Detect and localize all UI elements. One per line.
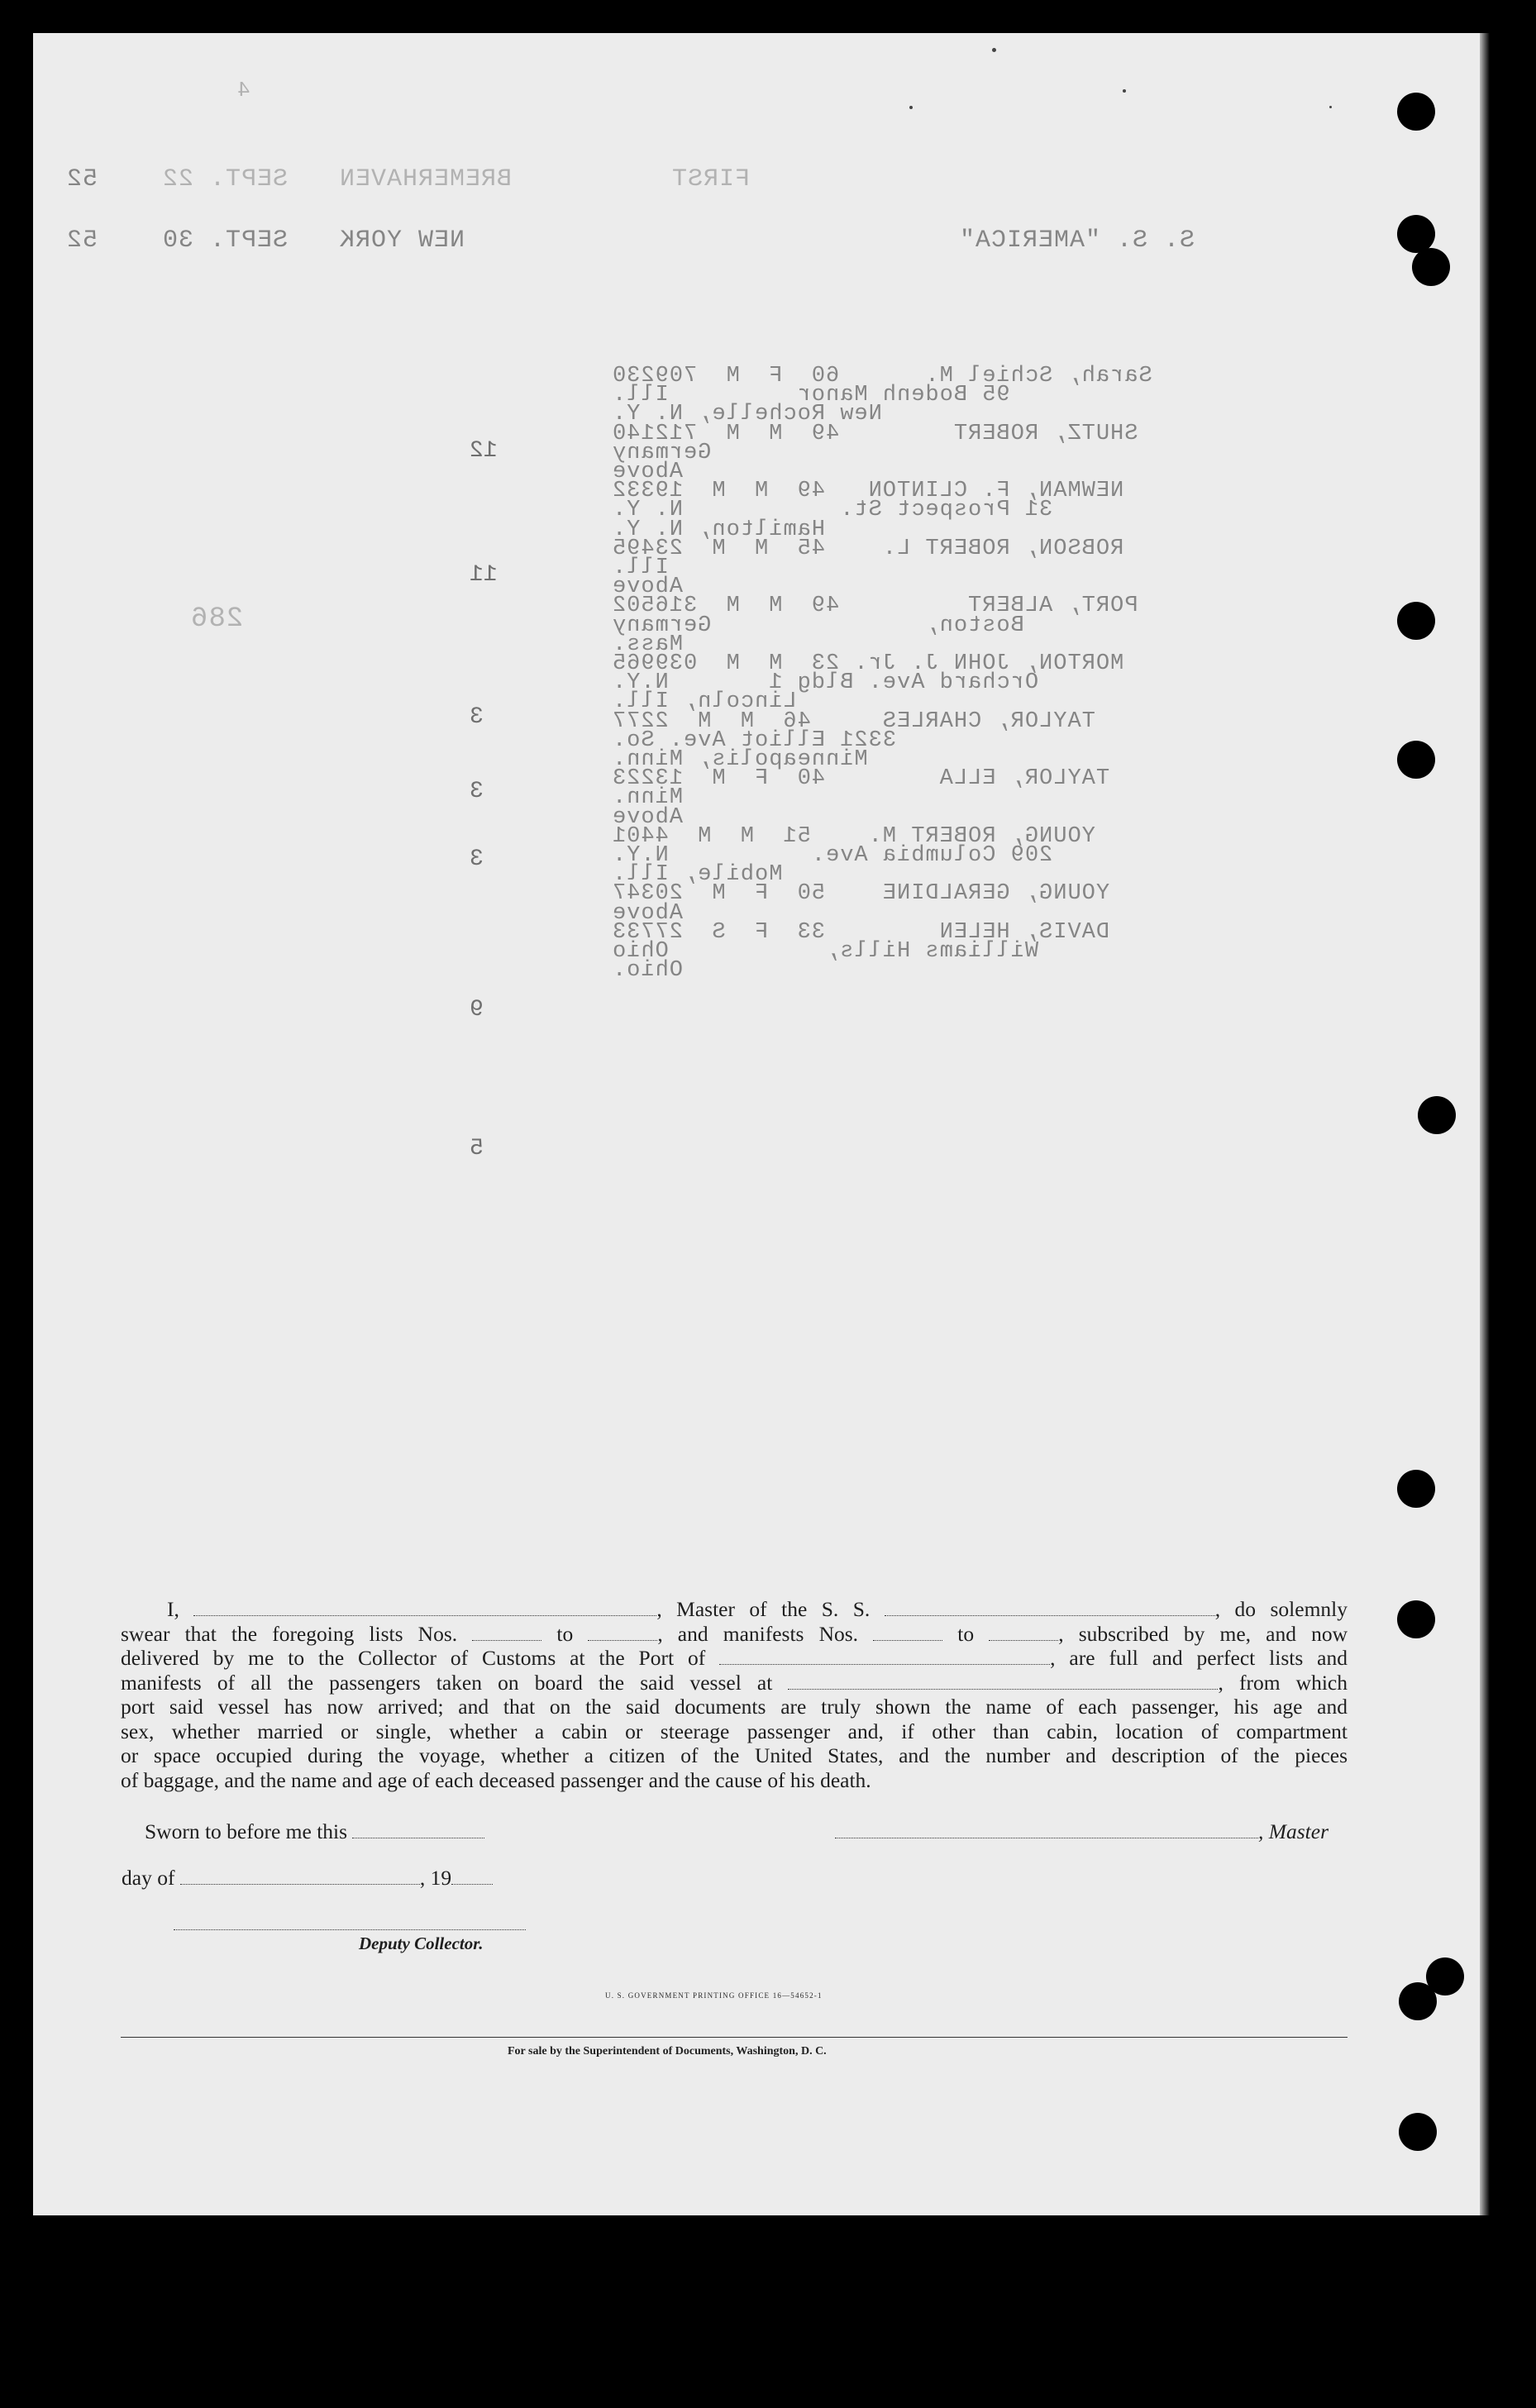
bleed-entry-line: Above — [612, 460, 740, 484]
sworn-date-blank[interactable] — [352, 1823, 484, 1838]
day-line — [122, 1866, 493, 1891]
sworn-line — [145, 1819, 484, 1844]
punch-hole — [1397, 93, 1435, 131]
line-number: 11 — [470, 562, 498, 588]
master-signature-line — [835, 1819, 1328, 1844]
sale-line: For sale by the Superintendent of Documents, Washington, D. C. — [508, 2045, 827, 2058]
speck — [1329, 106, 1332, 108]
line-number: 12 — [470, 438, 498, 464]
bleed-entry-line: Ohio. — [612, 958, 740, 984]
header-port: NEW YORK — [339, 226, 465, 255]
speck — [1123, 89, 1126, 93]
sworn-label: Sworn to before me this — [145, 1819, 348, 1843]
bleed-entry-line: TAYLOR, ELLA 40 F M 13223 — [612, 766, 1110, 792]
punch-hole — [1397, 1470, 1435, 1508]
oath-paragraph — [121, 1597, 1348, 1792]
printer-line: U. S. GOVERNMENT PRINTING OFFICE 16—54652-1 — [605, 1991, 823, 2000]
bleed-entry-line: 31 Prospect St. N. Y. — [612, 498, 1110, 523]
punch-hole — [1399, 2113, 1437, 2151]
bleed-entry-line: YOUNG, ROBERT M. 51 M M 4401 — [612, 823, 1095, 849]
header-num: 52 — [66, 165, 98, 193]
year-blank[interactable] — [451, 1869, 493, 1885]
bleed-entry-line: Lincoln, Ill. — [612, 689, 854, 715]
bleed-entry-line: Above — [612, 900, 740, 926]
line-number: 3 — [470, 779, 484, 804]
master-signature-blank[interactable] — [835, 1823, 1258, 1838]
page-edge-shadow — [1480, 33, 1490, 2215]
bleed-entry-line: Mass. — [612, 632, 740, 657]
bleed-entry-line: Williams Hills, Ohio — [612, 939, 1095, 964]
punch-hole — [1397, 602, 1435, 640]
oath-line — [121, 1768, 1348, 1793]
fill-in-blank[interactable] — [193, 1600, 656, 1616]
punch-hole — [1397, 1600, 1435, 1638]
bleed-entry-line: PORT, ALBERT 49 M M 316502 — [612, 594, 1138, 619]
oath-text: delivered by me to the Collector of Customs at the Port of — [121, 1646, 720, 1670]
header-date: SEPT. 30 — [162, 226, 289, 255]
punch-hole — [1397, 741, 1435, 779]
bleed-entry-line: Above — [612, 804, 740, 830]
oath-text: , and manifests Nos. — [657, 1621, 874, 1646]
speck — [909, 106, 913, 109]
bleed-entry-line: TAYLOR, CHARLES 46 M M 2277 — [612, 708, 1095, 734]
oath-text: I, — [167, 1597, 194, 1621]
bleed-entry-line: 209 Columbia Ave. N.Y. — [612, 843, 1110, 868]
faint-stamp: 286 — [190, 603, 244, 635]
day-blank[interactable] — [180, 1869, 420, 1885]
punch-hole — [1418, 1096, 1456, 1134]
header-class: FIRST — [671, 165, 751, 193]
year-label: , 19 — [419, 1866, 452, 1890]
bleed-entry-line: Minneapolis, Minn. — [612, 747, 925, 772]
master-label: , Master — [1258, 1819, 1328, 1843]
bleed-entry-line: Germany — [612, 440, 769, 465]
oath-line — [121, 1622, 1348, 1647]
oath-text: swear that the foregoing lists Nos. — [121, 1621, 473, 1646]
oath-text: to — [942, 1621, 990, 1646]
bleed-entry-line: Orchard Ave. Bldg 1 N.Y. — [612, 670, 1095, 696]
bleed-entry-line: Mobile, Ill. — [612, 862, 840, 888]
oath-text: port said vessel has now arrived; and that on the said documents are truly shown the name of each passenger, his age and — [121, 1695, 1348, 1719]
bleed-entry-line: YOUNG, GERALDINE 50 F M 20347 — [612, 881, 1110, 907]
header-ship: S. S. "AMERICA" — [959, 226, 1195, 255]
oath-text: , are full and perfect lists and — [1050, 1646, 1348, 1670]
punch-hole — [1412, 248, 1450, 286]
line-number: 5 — [470, 1136, 484, 1161]
oath-line — [121, 1646, 1348, 1671]
bleed-entry-line: 95 Bodenh Manor Ill. — [612, 383, 1067, 408]
oath-text: to — [541, 1621, 589, 1646]
bleed-entry-line: ROBSON, ROBERT L. 45 M M 23495 — [612, 536, 1124, 561]
fill-in-blank[interactable] — [472, 1625, 541, 1641]
oath-line — [121, 1597, 1348, 1622]
day-label: day of — [122, 1866, 175, 1890]
fill-in-blank[interactable] — [885, 1600, 1215, 1616]
bleed-entry-line: MORTON, JOHN J. Jr. 23 M M 039965 — [612, 651, 1124, 676]
oath-line — [121, 1695, 1348, 1719]
deputy-signature-rule[interactable] — [174, 1929, 526, 1930]
line-number: 3 — [470, 704, 484, 730]
bleed-entry-line: Minn. — [612, 785, 740, 811]
oath-text: , do solemnly — [1214, 1597, 1348, 1621]
header-port: BREMERHAVEN — [339, 165, 513, 193]
oath-text: of baggage, and the name and age of each deceased passenger and the cause of his death. — [121, 1767, 871, 1792]
line-number: 9 — [470, 997, 484, 1023]
fill-in-blank[interactable] — [873, 1625, 942, 1641]
bleed-entry-line: Ill. — [612, 556, 726, 580]
bleed-entry-line: DAVIS, HELEN 33 F S 27733 — [612, 919, 1110, 945]
page-number: 4 — [236, 78, 250, 103]
bleed-entry-line: New Rochelle, N. Y. — [612, 402, 939, 427]
line-number: 3 — [470, 846, 484, 872]
fill-in-blank[interactable] — [719, 1649, 1050, 1665]
oath-text: or space occupied during the voyage, whether a citizen of the United States, and the number and description of the pieces — [121, 1743, 1348, 1767]
oath-text: , subscribed by me, and now — [1058, 1621, 1348, 1646]
oath-text: sex, whether married or single, whether a cabin or steerage passenger and, if other than cabin, location of compartment — [121, 1719, 1348, 1743]
bleed-entry-line: SHUTZ, ROBERT 49 M M 712140 — [612, 421, 1138, 446]
bleed-entry-line: Above — [612, 575, 740, 600]
bleed-entry-line: Boston, Germany — [612, 613, 1081, 638]
fill-in-blank[interactable] — [788, 1674, 1218, 1690]
header-date: SEPT. 22 — [162, 165, 289, 193]
deputy-collector-label: Deputy Collector. — [359, 1934, 484, 1953]
oath-line — [121, 1719, 1348, 1744]
speck — [992, 48, 996, 52]
oath-line — [121, 1671, 1348, 1695]
header-num: 52 — [66, 226, 98, 255]
punch-hole — [1399, 1982, 1437, 2020]
footer-rule — [121, 2037, 1348, 2038]
fill-in-blank[interactable] — [989, 1625, 1058, 1641]
bleed-entry-line: 3321 Elliot Ave. So. — [612, 727, 953, 753]
oath-text: manifests of all the passengers taken on board the said vessel at — [121, 1670, 789, 1695]
fill-in-blank[interactable] — [588, 1625, 657, 1641]
bleed-entry-line: Sarah, Schiel M. 60 F M 709230 — [612, 364, 1152, 389]
bleed-entry-line: NEWMAN, F. CLINTON 49 M M 19332 — [612, 479, 1124, 504]
oath-line — [121, 1743, 1348, 1768]
bleed-entry-line: Hamilton, N. Y. — [612, 517, 882, 542]
oath-text: , Master of the S. S. — [656, 1597, 885, 1621]
oath-text: , from which — [1218, 1670, 1348, 1695]
